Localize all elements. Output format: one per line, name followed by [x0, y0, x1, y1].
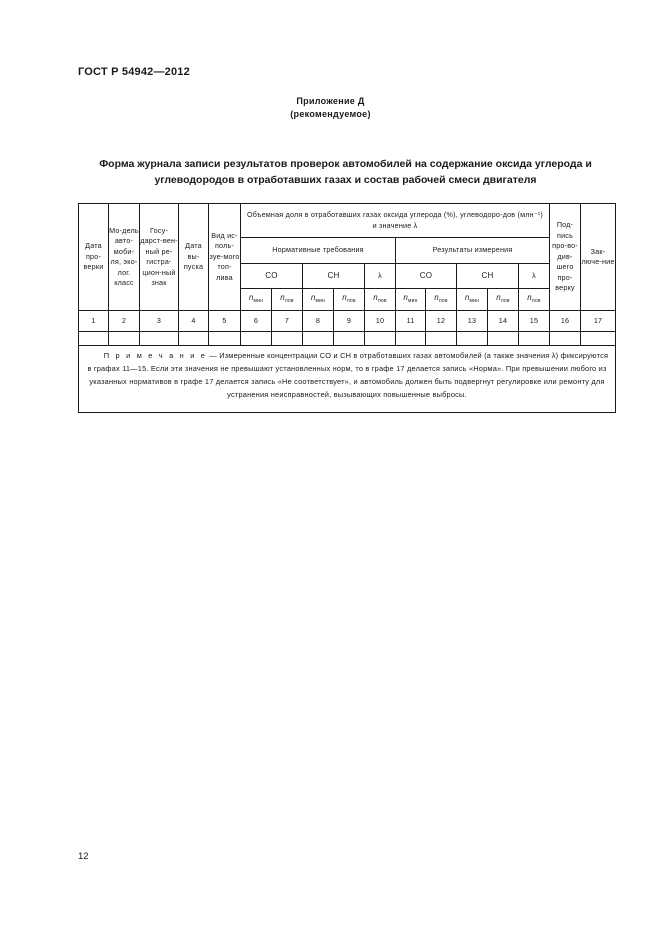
results-ch: CH [457, 264, 519, 289]
results-ch-nmin: $n_{мин}$ [457, 289, 488, 311]
entry-cell [272, 332, 303, 346]
results-lambda-npov: $n_{пов}$ [519, 289, 550, 311]
entry-cell [241, 332, 272, 346]
column-number: 11 [396, 311, 426, 332]
header-issue-date: Дата вы-пуска [179, 204, 209, 311]
column-number: 2 [109, 311, 140, 332]
column-number: 9 [334, 311, 365, 332]
note-text: — Измеренные концентрации CO и CH в отработавших газах автомобилей (а также значения λ) фиксируются в графах 11—15. Если эти значения не превышают установленных норм, то в графе 17 делается запись «Норма». При превышении любого из указанных нормативов в графе 17 делается запись «Не соответствует», и автомобиль должен быть подвергнут регулировке или ремонту для устранения неисправностей, вызывающих повышенные выбросы. [87, 351, 609, 399]
appendix-title: Приложение Д [296, 96, 365, 106]
page-number: 12 [78, 851, 89, 862]
table-note [79, 346, 616, 413]
empty-entry-row [79, 332, 616, 346]
norms-ch-nmin: $n_{мин}$ [303, 289, 334, 311]
header-results: Результаты измерения [396, 238, 550, 264]
entry-cell [334, 332, 365, 346]
column-number: 14 [488, 311, 519, 332]
header-conclusion: Зак-люче-ние [581, 204, 616, 311]
norms-lambda-npov: $n_{пов}$ [365, 289, 396, 311]
results-lambda: λ [519, 264, 550, 289]
entry-cell [140, 332, 179, 346]
entry-cell [396, 332, 426, 346]
norms-ch-npov: $n_{пов}$ [334, 289, 365, 311]
column-number: 12 [426, 311, 457, 332]
entry-cell [109, 332, 140, 346]
norms-co-npov: $n_{пов}$ [272, 289, 303, 311]
column-number: 13 [457, 311, 488, 332]
entry-cell [519, 332, 550, 346]
column-number: 6 [241, 311, 272, 332]
header-date: Дата про-верки [79, 204, 109, 311]
form-title: Форма журнала записи результатов проверок автомобилей на содержание оксида углерода и углеводородов в отработавших газах и состав рабочей смеси двигателя [99, 158, 592, 186]
note-label: П р и м е ч а н и е [103, 351, 208, 360]
entry-cell [488, 332, 519, 346]
column-number: 1 [79, 311, 109, 332]
entry-cell [209, 332, 241, 346]
column-number: 10 [365, 311, 396, 332]
entry-cell [365, 332, 396, 346]
header-volume-fraction: Объемная доля в отработавших газах оксида углерода (%), углеводоро-дов (млн⁻¹) и значение λ [241, 204, 550, 238]
entry-cell [179, 332, 209, 346]
journal-form-table [78, 203, 616, 413]
header-registration: Госу-дарст-вен-ный ре-гистра-цион-ный знак [140, 204, 179, 311]
header-fuel: Вид ис-поль-зуе-мого топ-лива [209, 204, 241, 311]
header-norms: Нормативные требования [241, 238, 396, 264]
column-number: 7 [272, 311, 303, 332]
column-number: 17 [581, 311, 616, 332]
results-co-npov: $n_{пов}$ [426, 289, 457, 311]
entry-cell [457, 332, 488, 346]
entry-cell [550, 332, 581, 346]
norms-co: CO [241, 264, 303, 289]
norms-ch: CH [303, 264, 365, 289]
entry-cell [303, 332, 334, 346]
standard-header: ГОСТ Р 54942—2012 [78, 66, 190, 78]
results-co-nmin: $n_{мин}$ [396, 289, 426, 311]
column-number: 15 [519, 311, 550, 332]
norms-co-nmin: $n_{мин}$ [241, 289, 272, 311]
column-number: 8 [303, 311, 334, 332]
norms-lambda: λ [365, 264, 396, 289]
results-co: CO [396, 264, 457, 289]
header-model: Мо-дель авто-моби-ля, эко-лог. класс [109, 204, 140, 311]
entry-cell [426, 332, 457, 346]
appendix-status: (рекомендуемое) [290, 109, 371, 119]
column-number: 3 [140, 311, 179, 332]
results-ch-npov: $n_{пов}$ [488, 289, 519, 311]
column-number: 4 [179, 311, 209, 332]
header-signature: Под-пись про-во-див-шего про-верку [550, 204, 581, 311]
entry-cell [581, 332, 616, 346]
column-number: 5 [209, 311, 241, 332]
entry-cell [79, 332, 109, 346]
column-number: 16 [550, 311, 581, 332]
